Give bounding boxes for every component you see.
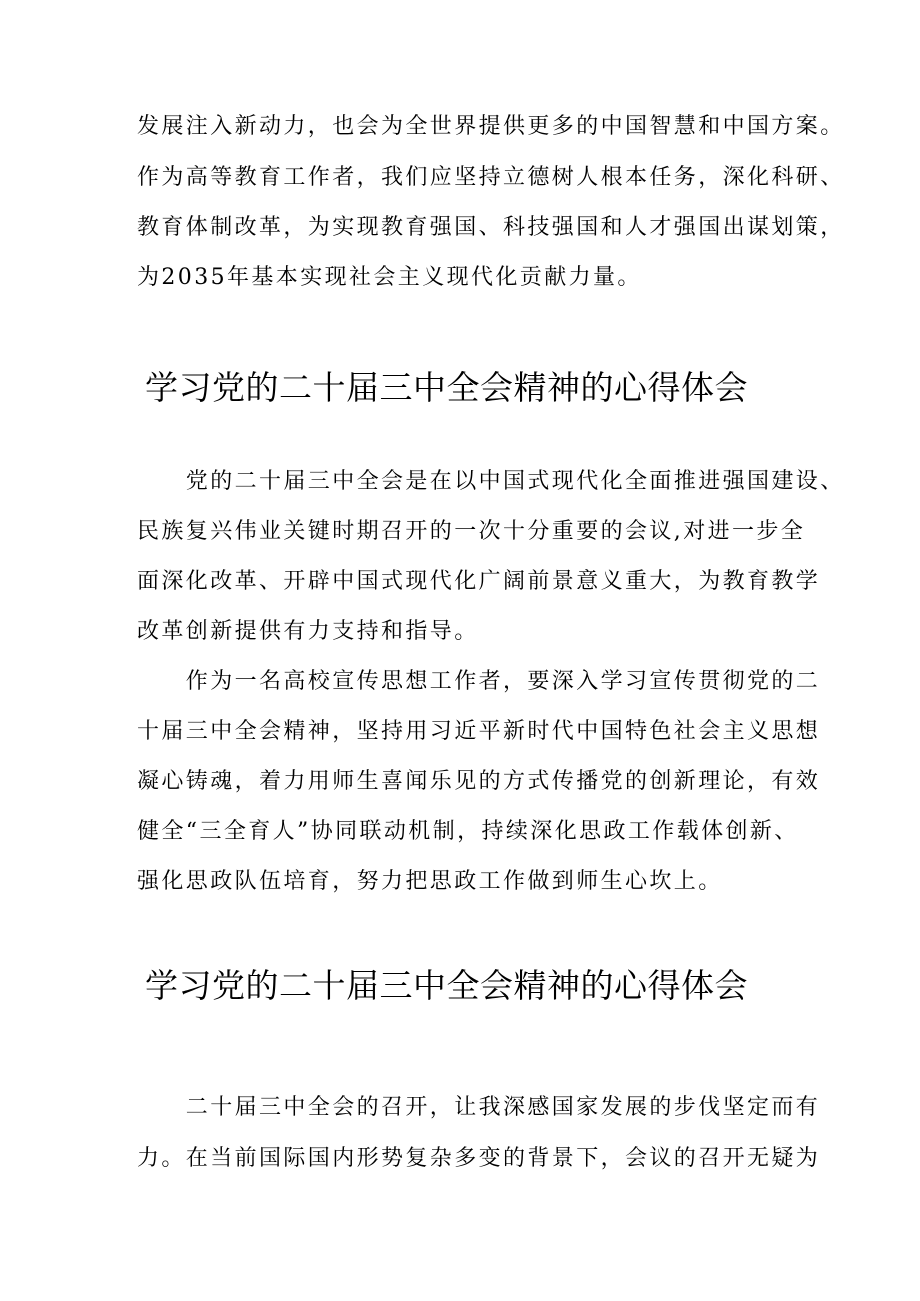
text-line: 面深化改革、开辟中国式现代化广阔前景意义重大，为教育教学 xyxy=(137,569,821,594)
text-line: 作为高等教育工作者，我们应坚持立德树人根本任务，深化科研、 xyxy=(137,165,845,190)
text-line: 为2035年基本实现社会主义现代化贡献力量。 xyxy=(137,265,642,290)
text-line: 党的二十届三中全会是在以中国式现代化全面推进强国建设、 xyxy=(137,469,845,494)
text-line: 教育体制改革，为实现教育强国、科技强国和人才强国出谋划策， xyxy=(137,215,845,240)
text-line: 发展注入新动力，也会为全世界提供更多的中国智慧和中国方案。 xyxy=(137,114,845,139)
text-line: 作为一名高校宣传思想工作者，要深入学习宣传贯彻党的二 xyxy=(137,669,821,694)
section-heading: 学习党的二十届三中全会精神的心得体会 xyxy=(145,368,748,407)
text-line: 改革创新提供有力支持和指导。 xyxy=(137,619,479,644)
text-line: 二十届三中全会的召开，让我深感国家发展的步伐坚定而有 xyxy=(137,1095,821,1120)
text-line: 凝心铸魂，着力用师生喜闻乐见的方式传播党的创新理论，有效 xyxy=(137,769,821,794)
text-line: 十届三中全会精神，坚持用习近平新时代中国特色社会主义思想 xyxy=(137,719,821,744)
text-line: 健全“三全育人”协同联动机制，持续深化思政工作载体创新、 xyxy=(137,819,799,844)
text-line: 民族复兴伟业关键时期召开的一次十分重要的会议,对进一步全 xyxy=(137,519,806,544)
text-line: 强化思政队伍培育，努力把思政工作做到师生心坎上。 xyxy=(137,869,723,894)
section-heading: 学习党的二十届三中全会精神的心得体会 xyxy=(145,966,748,1005)
text-line: 力。在当前国际国内形势复杂多变的背景下，会议的召开无疑为 xyxy=(137,1146,821,1171)
